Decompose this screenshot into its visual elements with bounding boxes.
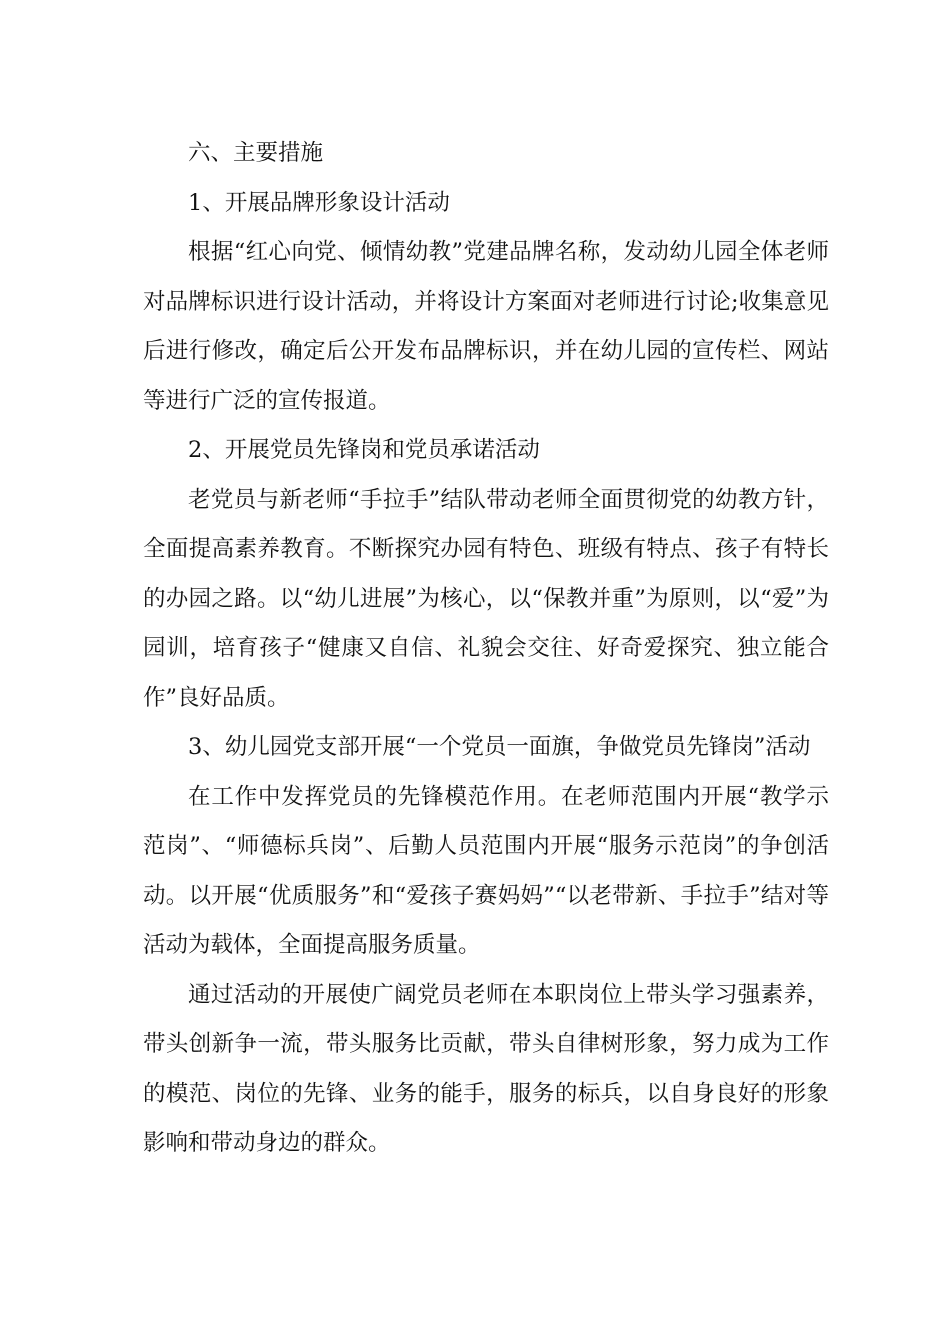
item2-paragraph: 老党员与新老师“手拉手”结队带动老师全面贯彻党的幼教方针，全面提高素养教育。不断探究办园有特色、班级有特点、孩子有特长的办园之路。以“幼儿进展”为核心，以“保教并重”为原则，以“爱”为园训，培育孩子“健康又自信、礼貌会交往、好奇爱探究、独立能合作”良好品质。 xyxy=(143,486,829,711)
item3-heading: 3、幼儿园党支部开展“一个党员一面旗，争做党员先锋岗”活动 xyxy=(188,734,811,760)
closing-paragraph: 通过活动的开展使广阔党员老师在本职岗位上带头学习强素养，带头创新争一流，带头服务比贡献，带头自律树形象，努力成为工作的模范、岗位的先锋、业务的能手，服务的标兵，以自身良好的形象影响和带动身边的群众。 xyxy=(143,981,829,1156)
section-heading: 六、主要措施 xyxy=(188,140,324,166)
item1-heading: 1、开展品牌形象设计活动 xyxy=(188,189,450,216)
item2-heading: 2、开展党员先锋岗和党员承诺活动 xyxy=(188,437,540,463)
document-body xyxy=(143,129,829,1169)
item1-paragraph: 根据“红心向党、倾情幼教”党建品牌名称，发动幼儿园全体老师对品牌标识进行设计活动，并将设计方案面对老师进行讨论;收集意见后进行修改，确定后公开发布品牌标识，并在幼儿园的宣传栏、网站等进行广泛的宣传报道。 xyxy=(143,239,829,414)
item3-paragraph: 在工作中发挥党员的先锋模范作用。在老师范围内开展“教学示范岗”、“师德标兵岗”、后勤人员范围内开展“服务示范岗”的争创活动。以开展“优质服务”和“爱孩子赛妈妈”“以老带新、手拉手”结对等活动为载体，全面提高服务质量。 xyxy=(143,783,829,958)
